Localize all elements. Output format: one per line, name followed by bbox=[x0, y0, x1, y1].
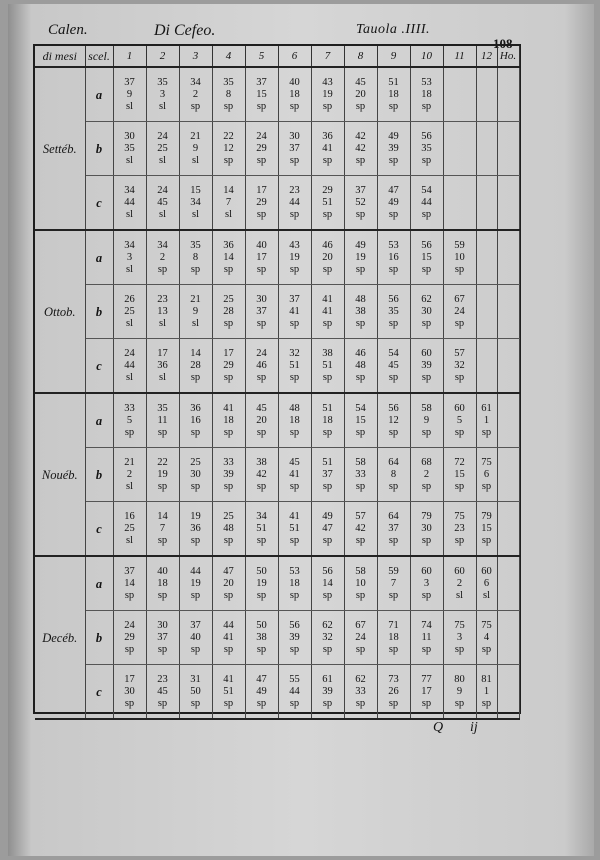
sub-row-label: a bbox=[85, 556, 113, 611]
table-cell: 61 39 sp bbox=[311, 665, 344, 720]
table-row bbox=[35, 448, 519, 502]
table-cell bbox=[497, 393, 519, 448]
sub-row-label: a bbox=[85, 67, 113, 122]
table-cell: 23 45 sp bbox=[146, 665, 179, 720]
table-cell: 64 37 sp bbox=[377, 502, 410, 557]
month-label: Nouéb. bbox=[35, 393, 85, 556]
table-cell bbox=[497, 448, 519, 502]
table-row bbox=[35, 611, 519, 665]
calendar-table-body bbox=[35, 67, 519, 719]
table-cell: 14 7 sp bbox=[146, 502, 179, 557]
table-cell: 56 39 sp bbox=[278, 611, 311, 665]
table-row bbox=[35, 502, 519, 557]
table-cell: 21 2 sl bbox=[113, 448, 146, 502]
sub-row-label: a bbox=[85, 393, 113, 448]
table-cell: 45 20 sp bbox=[344, 67, 377, 122]
sub-row-label: c bbox=[85, 339, 113, 394]
table-cell: 60 39 sp bbox=[410, 339, 443, 394]
column-header: 1 bbox=[113, 46, 146, 67]
table-cell: 21 9 sl bbox=[179, 285, 212, 339]
table-cell bbox=[497, 556, 519, 611]
table-cell: 67 24 sp bbox=[443, 285, 476, 339]
table-cell: 43 19 sp bbox=[278, 230, 311, 285]
table-cell: 61 1 sp bbox=[476, 393, 497, 448]
column-header: 5 bbox=[245, 46, 278, 67]
table-cell: 37 9 sl bbox=[113, 67, 146, 122]
table-cell: 24 44 sl bbox=[113, 339, 146, 394]
table-cell: 54 44 sp bbox=[410, 176, 443, 231]
table-cell: 30 37 sp bbox=[146, 611, 179, 665]
table-cell: 36 41 sp bbox=[311, 122, 344, 176]
table-cell: 17 36 sl bbox=[146, 339, 179, 394]
table-cell: 24 46 sp bbox=[245, 339, 278, 394]
header-table-name: Tauola .IIII. bbox=[356, 22, 431, 37]
table-cell: 17 29 sp bbox=[212, 339, 245, 394]
table-cell: 68 2 sp bbox=[410, 448, 443, 502]
table-cell bbox=[476, 230, 497, 285]
table-cell: 79 15 sp bbox=[476, 502, 497, 557]
table-cell: 81 1 sp bbox=[476, 665, 497, 720]
table-cell: 77 17 sp bbox=[410, 665, 443, 720]
table-cell: 49 39 sp bbox=[377, 122, 410, 176]
table-row bbox=[35, 339, 519, 394]
table-cell: 30 35 sl bbox=[113, 122, 146, 176]
table-cell: 45 41 sp bbox=[278, 448, 311, 502]
table-cell: 45 20 sp bbox=[245, 393, 278, 448]
table-cell: 72 15 sp bbox=[443, 448, 476, 502]
table-cell: 19 36 sp bbox=[179, 502, 212, 557]
table-cell bbox=[497, 665, 519, 720]
book-page bbox=[8, 4, 594, 856]
table-cell: 67 24 sp bbox=[344, 611, 377, 665]
table-cell: 33 5 sp bbox=[113, 393, 146, 448]
table-row bbox=[35, 556, 519, 611]
table-cell: 57 42 sp bbox=[344, 502, 377, 557]
column-header: 8 bbox=[344, 46, 377, 67]
table-cell: 80 9 sp bbox=[443, 665, 476, 720]
table-cell: 48 18 sp bbox=[278, 393, 311, 448]
table-cell: 37 52 sp bbox=[344, 176, 377, 231]
table-cell: 24 29 sp bbox=[113, 611, 146, 665]
column-header: 6 bbox=[278, 46, 311, 67]
table-row bbox=[35, 122, 519, 176]
table-cell: 25 48 sp bbox=[212, 502, 245, 557]
table-cell: 58 10 sp bbox=[344, 556, 377, 611]
table-cell: 37 14 sp bbox=[113, 556, 146, 611]
table-row bbox=[35, 285, 519, 339]
table-cell bbox=[443, 67, 476, 122]
table-cell: 35 3 sl bbox=[146, 67, 179, 122]
table-row bbox=[35, 230, 519, 285]
table-cell: 40 17 sp bbox=[245, 230, 278, 285]
signature-mark: Q bbox=[433, 720, 444, 735]
table-cell bbox=[476, 176, 497, 231]
table-cell: 62 30 sp bbox=[410, 285, 443, 339]
table-cell bbox=[497, 339, 519, 394]
table-cell: 21 9 sl bbox=[179, 122, 212, 176]
table-cell: 44 41 sp bbox=[212, 611, 245, 665]
table-cell bbox=[476, 339, 497, 394]
table-cell: 32 51 sp bbox=[278, 339, 311, 394]
table-cell: 14 28 sp bbox=[179, 339, 212, 394]
table-cell: 38 42 sp bbox=[245, 448, 278, 502]
table-cell: 15 34 sl bbox=[179, 176, 212, 231]
table-cell: 48 38 sp bbox=[344, 285, 377, 339]
column-header: scel. bbox=[85, 46, 113, 67]
table-cell: 14 7 sl bbox=[212, 176, 245, 231]
table-cell: 30 37 sp bbox=[278, 122, 311, 176]
column-header: 12 bbox=[476, 46, 497, 67]
table-cell: 36 14 sp bbox=[212, 230, 245, 285]
table-cell: 57 32 sp bbox=[443, 339, 476, 394]
table-cell: 38 51 sp bbox=[311, 339, 344, 394]
column-header: 9 bbox=[377, 46, 410, 67]
table-cell bbox=[476, 285, 497, 339]
table-cell: 42 42 sp bbox=[344, 122, 377, 176]
table-cell: 34 44 sl bbox=[113, 176, 146, 231]
table-cell: 54 45 sp bbox=[377, 339, 410, 394]
table-cell bbox=[497, 230, 519, 285]
header-title: Di Cefeo. bbox=[154, 22, 216, 39]
sub-row-label: b bbox=[85, 611, 113, 665]
header-left: Calen. bbox=[48, 22, 88, 38]
sub-row-label: c bbox=[85, 176, 113, 231]
calendar-table bbox=[35, 46, 520, 720]
table-cell: 25 30 sp bbox=[179, 448, 212, 502]
table-cell: 44 19 sp bbox=[179, 556, 212, 611]
table-cell: 60 5 sp bbox=[443, 393, 476, 448]
table-cell: 58 33 sp bbox=[344, 448, 377, 502]
table-cell: 47 49 sp bbox=[245, 665, 278, 720]
table-cell: 56 12 sp bbox=[377, 393, 410, 448]
table-cell: 51 18 sp bbox=[377, 67, 410, 122]
table-cell bbox=[497, 176, 519, 231]
table-cell: 40 18 sp bbox=[146, 556, 179, 611]
table-cell: 56 15 sp bbox=[410, 230, 443, 285]
table-cell bbox=[497, 502, 519, 557]
table-cell: 75 6 sp bbox=[476, 448, 497, 502]
column-header: 10 bbox=[410, 46, 443, 67]
table-cell: 34 51 sp bbox=[245, 502, 278, 557]
table-cell: 36 16 sp bbox=[179, 393, 212, 448]
table-cell: 29 51 sp bbox=[311, 176, 344, 231]
table-cell bbox=[476, 122, 497, 176]
table-row bbox=[35, 393, 519, 448]
table-cell: 47 49 sp bbox=[377, 176, 410, 231]
table-cell: 51 18 sp bbox=[311, 393, 344, 448]
table-cell: 49 19 sp bbox=[344, 230, 377, 285]
table-cell: 75 4 sp bbox=[476, 611, 497, 665]
table-cell: 64 8 sp bbox=[377, 448, 410, 502]
sub-row-label: a bbox=[85, 230, 113, 285]
table-cell: 49 47 sp bbox=[311, 502, 344, 557]
table-cell bbox=[497, 611, 519, 665]
table-cell: 17 29 sp bbox=[245, 176, 278, 231]
sub-row-label: b bbox=[85, 448, 113, 502]
table-cell: 22 12 sp bbox=[212, 122, 245, 176]
signature-mark-suffix: ij bbox=[470, 720, 478, 735]
table-cell: 37 40 sp bbox=[179, 611, 212, 665]
table-cell: 71 18 sp bbox=[377, 611, 410, 665]
table-cell: 60 3 sp bbox=[410, 556, 443, 611]
table-cell: 75 23 sp bbox=[443, 502, 476, 557]
table-cell: 53 18 sp bbox=[278, 556, 311, 611]
table-cell: 50 38 sp bbox=[245, 611, 278, 665]
table-cell: 35 8 sp bbox=[212, 67, 245, 122]
column-header: 7 bbox=[311, 46, 344, 67]
page-number: 108 bbox=[493, 36, 513, 51]
table-cell: 26 25 sl bbox=[113, 285, 146, 339]
column-header: 11 bbox=[443, 46, 476, 67]
table-cell: 53 16 sp bbox=[377, 230, 410, 285]
column-header: 4 bbox=[212, 46, 245, 67]
table-cell: 33 39 sp bbox=[212, 448, 245, 502]
table-cell: 56 35 sp bbox=[377, 285, 410, 339]
table-cell: 37 15 sp bbox=[245, 67, 278, 122]
table-cell: 75 3 sp bbox=[443, 611, 476, 665]
table-cell: 41 51 sp bbox=[212, 665, 245, 720]
table-cell: 46 20 sp bbox=[311, 230, 344, 285]
sub-row-label: c bbox=[85, 665, 113, 720]
table-cell: 74 11 sp bbox=[410, 611, 443, 665]
table-cell: 40 18 sp bbox=[278, 67, 311, 122]
table-cell bbox=[497, 67, 519, 122]
table-cell: 53 18 sp bbox=[410, 67, 443, 122]
column-header: di mesi bbox=[35, 46, 85, 67]
table-cell: 54 15 sp bbox=[344, 393, 377, 448]
table-cell: 35 11 sp bbox=[146, 393, 179, 448]
column-header: 3 bbox=[179, 46, 212, 67]
table-row bbox=[35, 665, 519, 720]
table-cell: 79 30 sp bbox=[410, 502, 443, 557]
table-cell: 51 37 sp bbox=[311, 448, 344, 502]
table-cell: 16 25 sl bbox=[113, 502, 146, 557]
table-cell: 37 41 sp bbox=[278, 285, 311, 339]
table-row bbox=[35, 67, 519, 122]
table-cell bbox=[476, 67, 497, 122]
column-header: Ho. bbox=[497, 46, 519, 67]
table-cell: 24 29 sp bbox=[245, 122, 278, 176]
table-cell: 34 2 sp bbox=[146, 230, 179, 285]
table-cell: 41 41 sp bbox=[311, 285, 344, 339]
table-cell: 24 45 sl bbox=[146, 176, 179, 231]
table-cell: 59 7 sp bbox=[377, 556, 410, 611]
table-cell: 73 26 sp bbox=[377, 665, 410, 720]
table-cell: 58 9 sp bbox=[410, 393, 443, 448]
table-cell: 30 37 sp bbox=[245, 285, 278, 339]
month-label: Ottob. bbox=[35, 230, 85, 393]
table-cell: 25 28 sp bbox=[212, 285, 245, 339]
sub-row-label: b bbox=[85, 285, 113, 339]
table-cell: 31 50 sp bbox=[179, 665, 212, 720]
table-cell: 56 14 sp bbox=[311, 556, 344, 611]
column-header-row bbox=[35, 46, 519, 67]
table-cell bbox=[497, 285, 519, 339]
table-cell: 55 44 sp bbox=[278, 665, 311, 720]
table-cell: 34 2 sp bbox=[179, 67, 212, 122]
table-cell: 43 19 sp bbox=[311, 67, 344, 122]
table-cell: 46 48 sp bbox=[344, 339, 377, 394]
table-cell: 34 3 sl bbox=[113, 230, 146, 285]
table-cell: 41 51 sp bbox=[278, 502, 311, 557]
table-cell: 23 13 sl bbox=[146, 285, 179, 339]
table-cell bbox=[497, 122, 519, 176]
table-cell: 47 20 sp bbox=[212, 556, 245, 611]
table-cell: 60 6 sl bbox=[476, 556, 497, 611]
table-cell: 50 19 sp bbox=[245, 556, 278, 611]
month-label: Settéb. bbox=[35, 67, 85, 230]
table-cell: 62 33 sp bbox=[344, 665, 377, 720]
table-cell: 62 32 sp bbox=[311, 611, 344, 665]
calendar-table-frame bbox=[33, 44, 521, 714]
month-label: Decéb. bbox=[35, 556, 85, 719]
table-row bbox=[35, 176, 519, 231]
table-cell: 17 30 sp bbox=[113, 665, 146, 720]
sub-row-label: c bbox=[85, 502, 113, 557]
table-cell bbox=[443, 176, 476, 231]
column-header: 2 bbox=[146, 46, 179, 67]
table-cell: 35 8 sp bbox=[179, 230, 212, 285]
table-cell: 22 19 sp bbox=[146, 448, 179, 502]
table-cell: 23 44 sp bbox=[278, 176, 311, 231]
sub-row-label: b bbox=[85, 122, 113, 176]
table-cell: 60 2 sl bbox=[443, 556, 476, 611]
table-cell: 59 10 sp bbox=[443, 230, 476, 285]
table-cell bbox=[443, 122, 476, 176]
table-cell: 56 35 sp bbox=[410, 122, 443, 176]
table-cell: 24 25 sl bbox=[146, 122, 179, 176]
table-cell: 41 18 sp bbox=[212, 393, 245, 448]
